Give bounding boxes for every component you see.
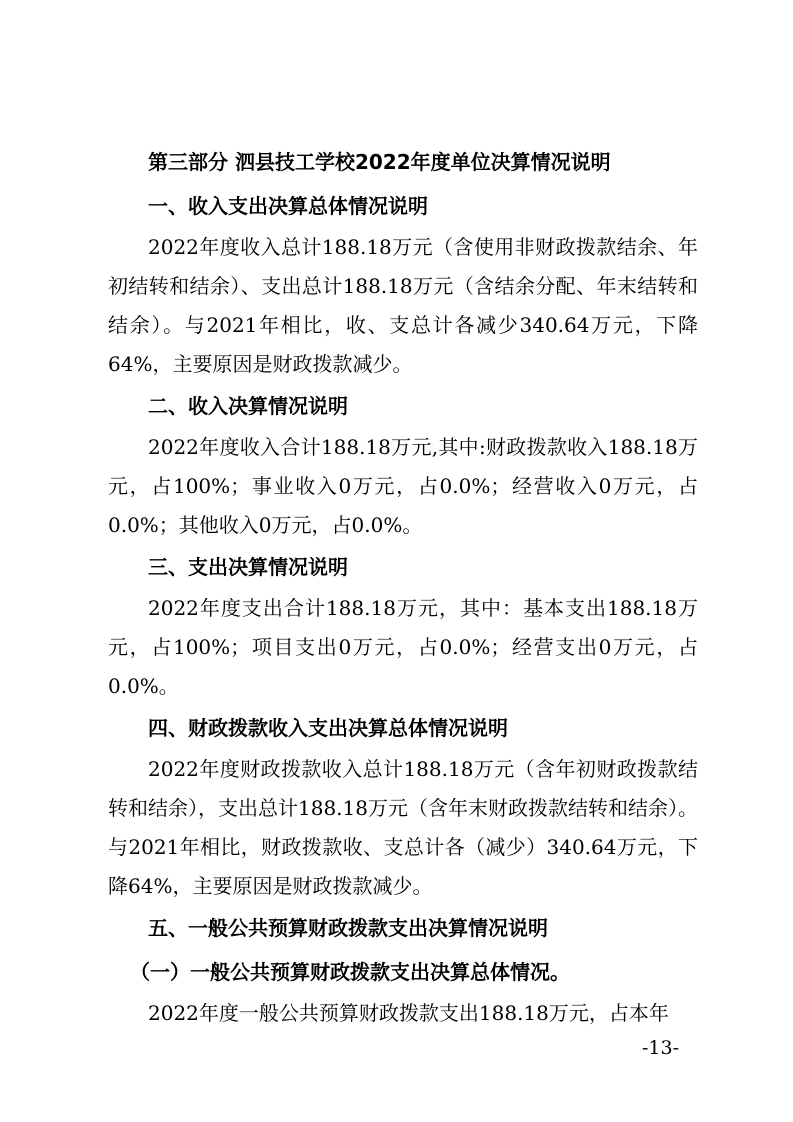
section-heading-3: 三、支出决算情况说明 — [148, 555, 348, 579]
page-number: -13- — [642, 1037, 680, 1059]
section-heading-4: 四、财政拨款收入支出决算总体情况说明 — [148, 716, 508, 740]
section-heading-2: 二、收入决算情况说明 — [148, 394, 348, 418]
section-body-5: 2022年度一般公共预算财政拨款支出188.18万元，占本年 — [148, 1001, 669, 1025]
section-body-4: 2022年度财政拨款收入总计188.18万元（含年初财政拨款结转和结余），支出总计188.18万元（含年末财政拨款结转和结余）。与2021年相比，财政拨款收、支总计各（减少）340.64万元，下降64%，主要原因是财政拨款减少。 — [108, 757, 698, 898]
section-body-3: 2022年度支出合计188.18万元，其中：基本支出188.18万元，占100%；项目支出0万元，占0.0%；经营支出0万元，占0.0%。 — [108, 596, 698, 698]
document-page — [108, 140, 698, 1033]
subsection-heading: （一）一般公共预算财政拨款支出决算总体情况。 — [130, 960, 570, 984]
section-heading-1: 一、收入支出决算总体情况说明 — [148, 194, 428, 218]
section-body-2: 2022年度收入合计188.18万元,其中:财政拨款收入188.18万元，占100%；事业收入0万元，占0.0%；经营收入0万元，占0.0%；其他收入0万元，占0.0%。 — [108, 435, 698, 537]
page-title: 第三部分 泗县技工学校2022年度单位决算情况说明 — [148, 150, 611, 174]
section-heading-5: 五、一般公共预算财政拨款支出决算情况说明 — [148, 916, 548, 940]
section-body-1: 2022年度收入总计188.18万元（含使用非财政拨款结余、年初结转和结余）、支出总计188.18万元（含结余分配、年末结转和结余）。与2021年相比，收、支总计各减少340.64万元，下降64%，主要原因是财政拨款减少。 — [108, 235, 698, 376]
